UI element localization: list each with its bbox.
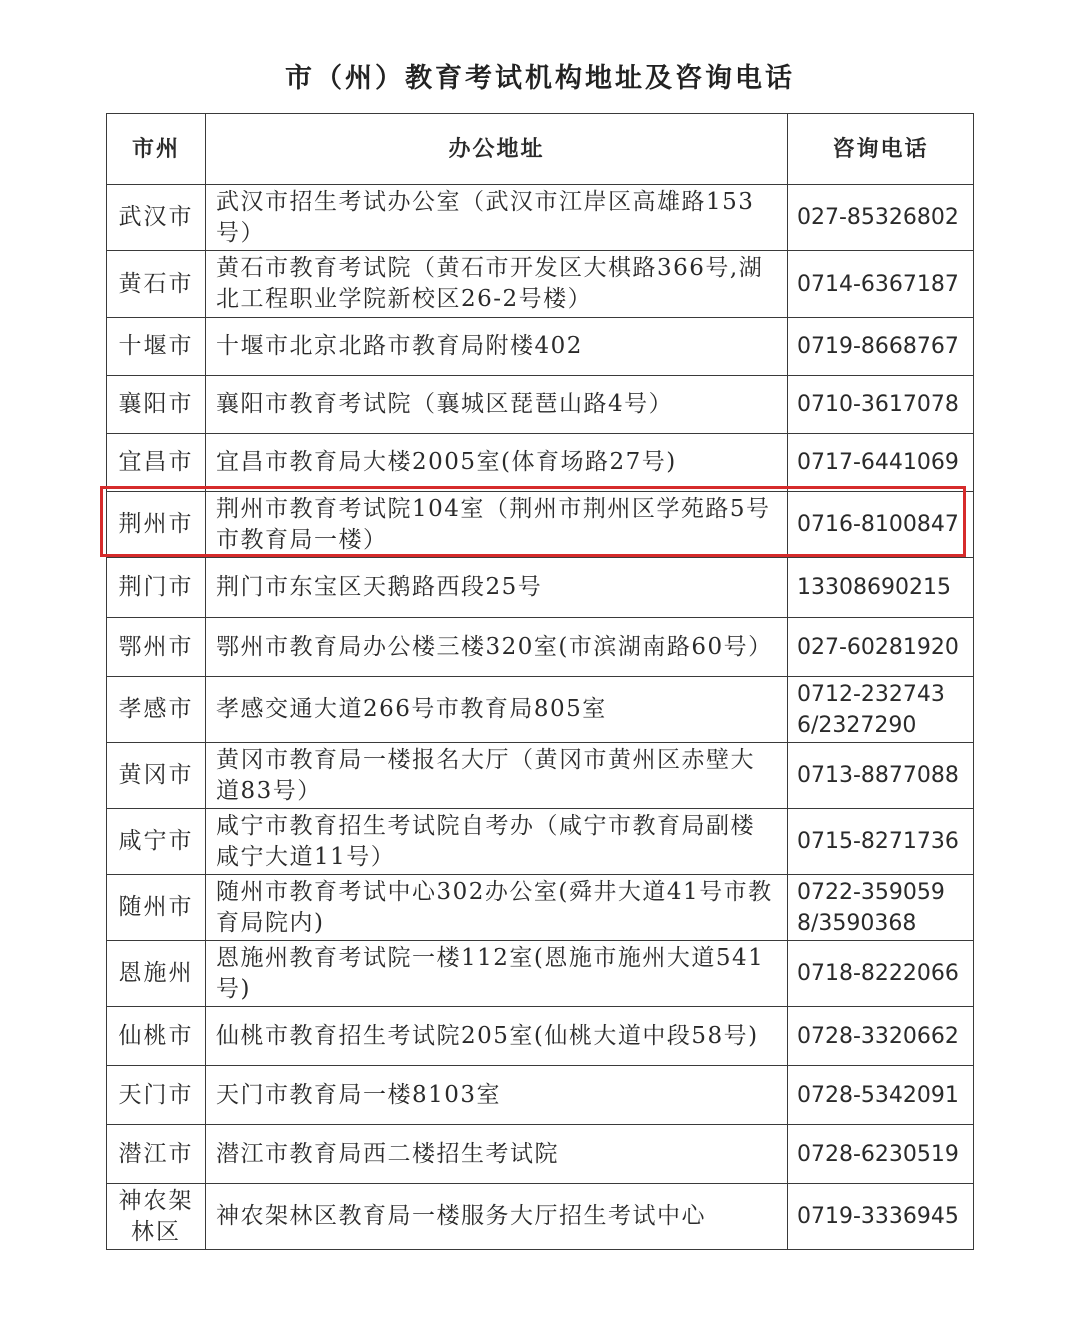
- table-row: [107, 558, 974, 618]
- table-row: [107, 1066, 974, 1125]
- phone-cell: 13308690215: [788, 558, 974, 618]
- address-cell: 仙桃市教育招生考试院205室(仙桃大道中段58号): [206, 1007, 788, 1066]
- address-cell: 荆门市东宝区天鹅路西段25号: [206, 558, 788, 618]
- table-row: [107, 875, 974, 941]
- table-row: [107, 185, 974, 251]
- phone-cell: 027-60281920: [788, 618, 974, 677]
- address-cell: 黄石市教育考试院（黄石市开发区大棋路366号,湖北工程职业学院新校区26-2号楼）: [206, 251, 788, 318]
- phone-cell: 0710-3617078: [788, 376, 974, 434]
- city-cell: 十堰市: [107, 318, 206, 376]
- address-cell: 武汉市招生考试办公室（武汉市江岸区高雄路153号）: [206, 185, 788, 251]
- table-row: [107, 809, 974, 875]
- table-row: [107, 743, 974, 809]
- city-cell: 黄冈市: [107, 743, 206, 809]
- city-cell: 神农架林区: [107, 1184, 206, 1250]
- address-cell: 十堰市北京北路市教育局附楼402: [206, 318, 788, 376]
- city-cell: 鄂州市: [107, 618, 206, 677]
- phone-cell: 0728-5342091: [788, 1066, 974, 1125]
- page-title: 市（州）教育考试机构地址及咨询电话: [285, 63, 795, 94]
- city-cell: 随州市: [107, 875, 206, 941]
- address-cell: 黄冈市教育局一楼报名大厅（黄冈市黄州区赤壁大道83号）: [206, 743, 788, 809]
- city-cell: 襄阳市: [107, 376, 206, 434]
- table-row: [107, 618, 974, 677]
- table-row: [107, 941, 974, 1007]
- city-cell: 荆门市: [107, 558, 206, 618]
- phone-cell: 0714-6367187: [788, 251, 974, 318]
- table-row: [107, 318, 974, 376]
- table-row: [107, 1007, 974, 1066]
- table-row: [107, 1184, 974, 1250]
- phone-cell: 0713-8877088: [788, 743, 974, 809]
- table-row: [107, 251, 974, 318]
- city-cell: 仙桃市: [107, 1007, 206, 1066]
- phone-cell: 0716-8100847: [788, 492, 974, 558]
- city-cell: 孝感市: [107, 677, 206, 743]
- phone-cell: 0728-3320662: [788, 1007, 974, 1066]
- phone-cell: 0715-8271736: [788, 809, 974, 875]
- city-cell: 宜昌市: [107, 434, 206, 492]
- city-cell: 武汉市: [107, 185, 206, 251]
- address-cell: 襄阳市教育考试院（襄城区琵琶山路4号）: [206, 376, 788, 434]
- address-cell: 宜昌市教育局大楼2005室(体育场路27号): [206, 434, 788, 492]
- phone-cell: 0728-6230519: [788, 1125, 974, 1184]
- header-address: 办公地址: [206, 114, 788, 185]
- table-header-row: [107, 114, 974, 185]
- table-row: [107, 677, 974, 743]
- phone-cell: 027-85326802: [788, 185, 974, 251]
- phone-cell: 0718-8222066: [788, 941, 974, 1007]
- address-cell: 荆州市教育考试院104室（荆州市荆州区学苑路5号市教育局一楼）: [206, 492, 788, 558]
- address-cell: 神农架林区教育局一楼服务大厅招生考试中心: [206, 1184, 788, 1250]
- address-cell: 随州市教育考试中心302办公室(舜井大道41号市教育局院内): [206, 875, 788, 941]
- address-cell: 潜江市教育局西二楼招生考试院: [206, 1125, 788, 1184]
- city-cell: 天门市: [107, 1066, 206, 1125]
- contact-table: [106, 113, 974, 1250]
- table-row: [107, 434, 974, 492]
- address-cell: 孝感交通大道266号市教育局805室: [206, 677, 788, 743]
- address-cell: 恩施州教育考试院一楼112室(恩施市施州大道541号): [206, 941, 788, 1007]
- city-cell: 潜江市: [107, 1125, 206, 1184]
- header-phone: 咨询电话: [788, 114, 974, 185]
- header-city: 市州: [107, 114, 206, 185]
- phone-cell: 0712-2327436/2327290: [788, 677, 974, 743]
- phone-cell: 0717-6441069: [788, 434, 974, 492]
- city-cell: 黄石市: [107, 251, 206, 318]
- table-row: [107, 376, 974, 434]
- city-cell: 恩施州: [107, 941, 206, 1007]
- city-cell: 咸宁市: [107, 809, 206, 875]
- address-cell: 天门市教育局一楼8103室: [206, 1066, 788, 1125]
- table-row: [107, 1125, 974, 1184]
- table-row-highlighted: [107, 492, 974, 558]
- address-cell: 咸宁市教育招生考试院自考办（咸宁市教育局副楼咸宁大道11号）: [206, 809, 788, 875]
- phone-cell: 0719-3336945: [788, 1184, 974, 1250]
- phone-cell: 0722-3590598/3590368: [788, 875, 974, 941]
- city-cell: 荆州市: [107, 492, 206, 558]
- address-cell: 鄂州市教育局办公楼三楼320室(市滨湖南路60号）: [206, 618, 788, 677]
- phone-cell: 0719-8668767: [788, 318, 974, 376]
